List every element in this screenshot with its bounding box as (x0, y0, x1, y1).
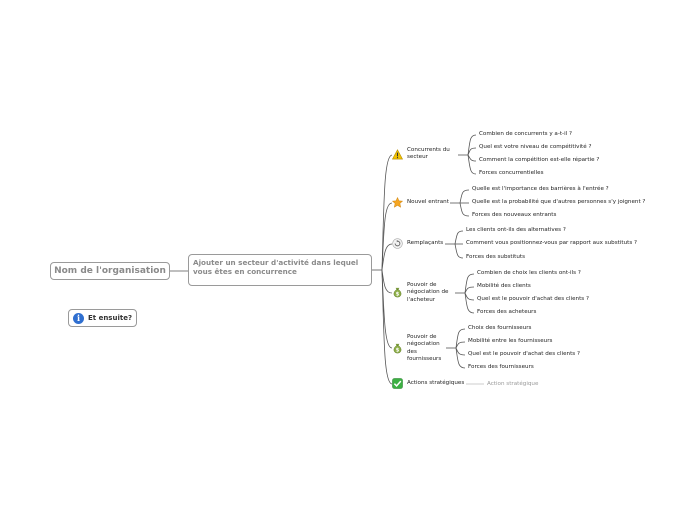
category-new-entrant[interactable] (392, 197, 449, 208)
leaf-topic[interactable]: Quelle est la probabilité que d'autres personnes s'y joignent ? (472, 199, 646, 205)
leaf-topic[interactable]: Combien de choix les clients ont-ils ? (477, 270, 581, 276)
category-supplier-power[interactable] (392, 334, 446, 363)
leaf-topic[interactable]: Quel est votre niveau de compétitivité ? (479, 144, 592, 150)
leaf-topic[interactable]: Forces des substituts (466, 254, 526, 260)
central-topic[interactable] (188, 254, 372, 286)
leaf-topic[interactable]: Combien de concurrents y a-t-il ? (479, 131, 572, 137)
checkmark-icon (392, 378, 403, 389)
category-label: Pouvoir de négociation de l'acheteur (407, 282, 449, 303)
svg-text:$: $ (395, 347, 400, 354)
star-icon (392, 197, 403, 208)
leaf-topic[interactable]: Quelle est l'importance des barrières à l'entrée ? (472, 186, 609, 192)
category-label: Nouvel entrant (407, 198, 449, 205)
refresh-icon (392, 238, 403, 249)
leaf-topic[interactable]: Forces des acheteurs (477, 309, 537, 315)
category-competitors[interactable] (392, 147, 458, 162)
next-steps-topic[interactable] (68, 309, 137, 327)
category-substitutes[interactable] (392, 238, 443, 249)
leaf-topic[interactable]: Action stratégique (487, 381, 539, 387)
category-strategic-actions[interactable] (392, 378, 464, 389)
leaf-topic[interactable]: Mobilité des clients (477, 283, 531, 289)
next-steps-label: Et ensuite? (88, 314, 132, 322)
svg-text:$: $ (395, 292, 400, 299)
money-bag-icon (392, 287, 403, 298)
category-label: Concurrents du secteur (407, 147, 450, 161)
leaf-topic[interactable]: Quel est le pouvoir d'achat des clients ? (468, 351, 580, 357)
root-topic-label: Nom de l'organisation (54, 266, 166, 276)
leaf-topic[interactable]: Forces des nouveaux entrants (472, 212, 557, 218)
leaf-topic[interactable]: Comment vous positionnez-vous par rapport aux substituts ? (466, 240, 637, 246)
category-label: Pouvoir de négociation des fournisseurs (407, 334, 442, 362)
leaf-topic[interactable]: Quel est le pouvoir d'achat des clients ? (477, 296, 589, 302)
money-bag-icon (392, 343, 403, 354)
leaf-topic[interactable]: Comment la compétition est-elle répartie ? (479, 157, 600, 163)
leaf-topic[interactable]: Mobilité entre les fournisseurs (468, 338, 553, 344)
leaf-topic[interactable]: Choix des fournisseurs (468, 325, 532, 331)
leaf-topic[interactable]: Forces des fournisseurs (468, 364, 534, 370)
root-topic[interactable] (50, 262, 170, 280)
central-topic-label: Ajouter un secteur d'activité dans lequel vous êtes en concurrence (193, 258, 359, 276)
info-icon: i (73, 313, 84, 324)
leaf-topic[interactable]: Les clients ont-ils des alternatives ? (466, 227, 566, 233)
category-label: Actions stratégiques (407, 379, 465, 386)
leaf-topic[interactable]: Forces concurrentielles (479, 170, 544, 176)
category-label: Remplaçants (407, 239, 444, 246)
category-buyer-power[interactable] (392, 282, 455, 304)
warning-icon (392, 149, 403, 160)
